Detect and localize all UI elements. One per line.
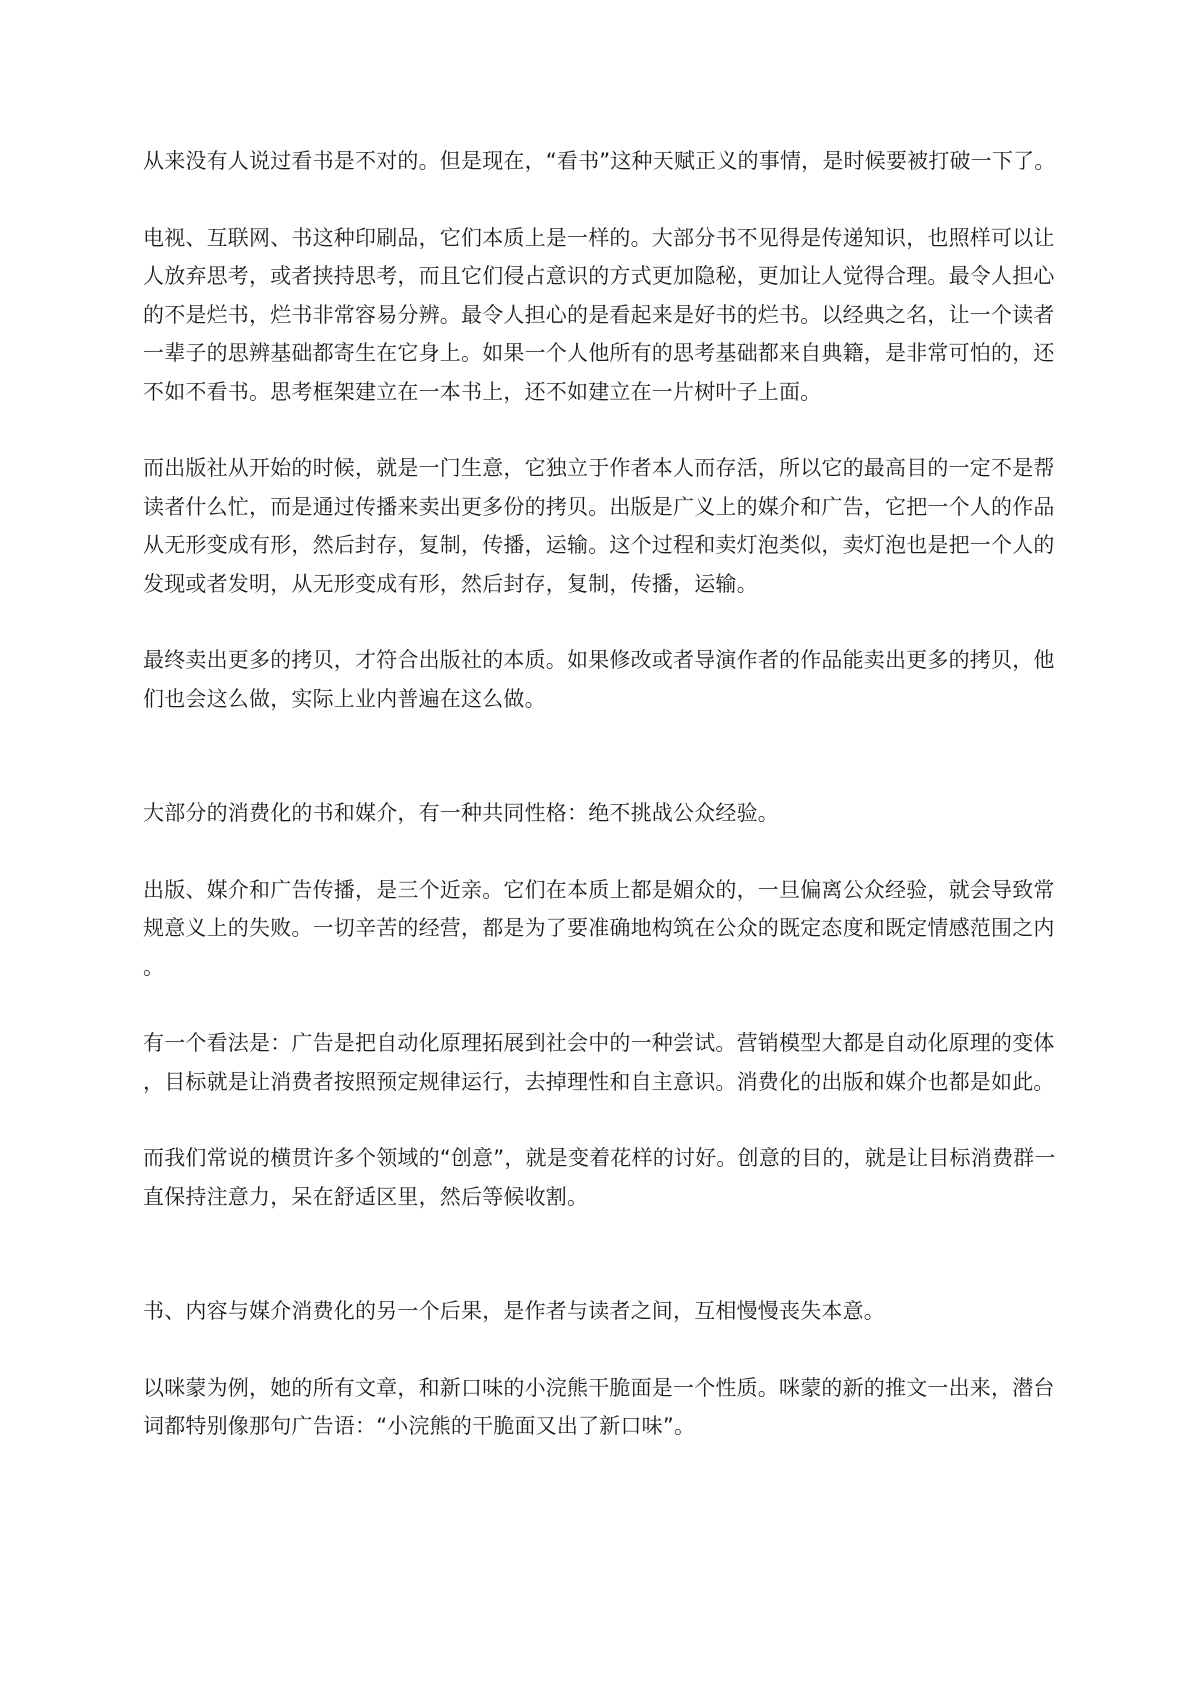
paragraph-advertising-automation: 有一个看法是：广告是把自动化原理拓展到社会中的一种尝试。营销模型大都是自动化原理的变体，目标就是让消费者按照预定规律运行，去掉理性和自主意识。消费化的出版和媒介也都是如此。 <box>143 1031 1055 1094</box>
paragraph-three-relatives: 出版、媒介和广告传播，是三个近亲。它们在本质上都是媚众的，一旦偏离公众经验，就会导致常规意义上的失败。一切辛苦的经营，都是为了要准确地构筑在公众的既定态度和既定情感范围之内。 <box>143 877 1055 979</box>
paragraph-publisher-business: 而出版社从开始的时候，就是一门生意，它独立于作者本人而存活，所以它的最高目的一定不是帮读者什么忙，而是通过传播来卖出更多份的拷贝。出版是广义上的媒介和广告，它把一个人的作品从无形变成有形，然后封存，复制，传播，运输。这个过程和卖灯泡类似，卖灯泡也是把一个人的发现或者发明，从无形变成有形，然后封存，复制，传播，运输。 <box>143 456 1055 596</box>
paragraph-consequence: 书、内容与媒介消费化的另一个后果，是作者与读者之间，互相慢慢丧失本意。 <box>143 1299 885 1323</box>
section-spacer <box>143 1216 1063 1292</box>
paragraph-spacer <box>143 603 1063 641</box>
paragraph-more-copies: 最终卖出更多的拷贝，才符合出版社的本质。如果修改或者导演作者的作品能卖出更多的拷贝，他们也会这么做，实际上业内普遍在这么做。 <box>143 648 1055 711</box>
paragraph-mimeng-example: 以咪蒙为例，她的所有文章，和新口味的小浣熊干脆面是一个性质。咪蒙的新的推文一出来，潜台词都特别像那句广告语：“小浣熊的干脆面又出了新口味”。 <box>143 1375 1055 1438</box>
document-page <box>143 142 1063 1446</box>
paragraph-reading-books: 从来没有人说过看书是不对的。但是现在，“看书”这种天赋正义的事情，是时候要被打破一下了。 <box>143 149 1056 173</box>
section-spacer <box>143 718 1063 794</box>
paragraph-consumer-media: 大部分的消费化的书和媒介，有一种共同性格：绝不挑战公众经验。 <box>143 801 779 825</box>
paragraph-spacer <box>143 833 1063 871</box>
paragraph-creativity: 而我们常说的横贯许多个领域的“创意”，就是变着花样的讨好。创意的目的，就是让目标消费群一直保持注意力，呆在舒适区里，然后等候收割。 <box>143 1146 1056 1209</box>
paragraph-spacer <box>143 1101 1063 1139</box>
paragraph-spacer <box>143 1331 1063 1369</box>
paragraph-media-essence: 电视、互联网、书这种印刷品，它们本质上是一样的。大部分书不见得是传递知识，也照样可以让人放弃思考，或者挟持思考，而且它们侵占意识的方式更加隐秘，更加让人觉得合理。最令人担心的不是烂书，烂书非常容易分辨。最令人担心的是看起来是好书的烂书。以经典之名，让一个读者一辈子的思辨基础都寄生在它身上。如果一个人他所有的思考基础都来自典籍，是非常可怕的，还不如不看书。思考框架建立在一本书上，还不如建立在一片树叶子上面。 <box>143 225 1055 404</box>
paragraph-spacer <box>143 411 1063 449</box>
paragraph-spacer <box>143 181 1063 219</box>
paragraph-spacer <box>143 986 1063 1024</box>
